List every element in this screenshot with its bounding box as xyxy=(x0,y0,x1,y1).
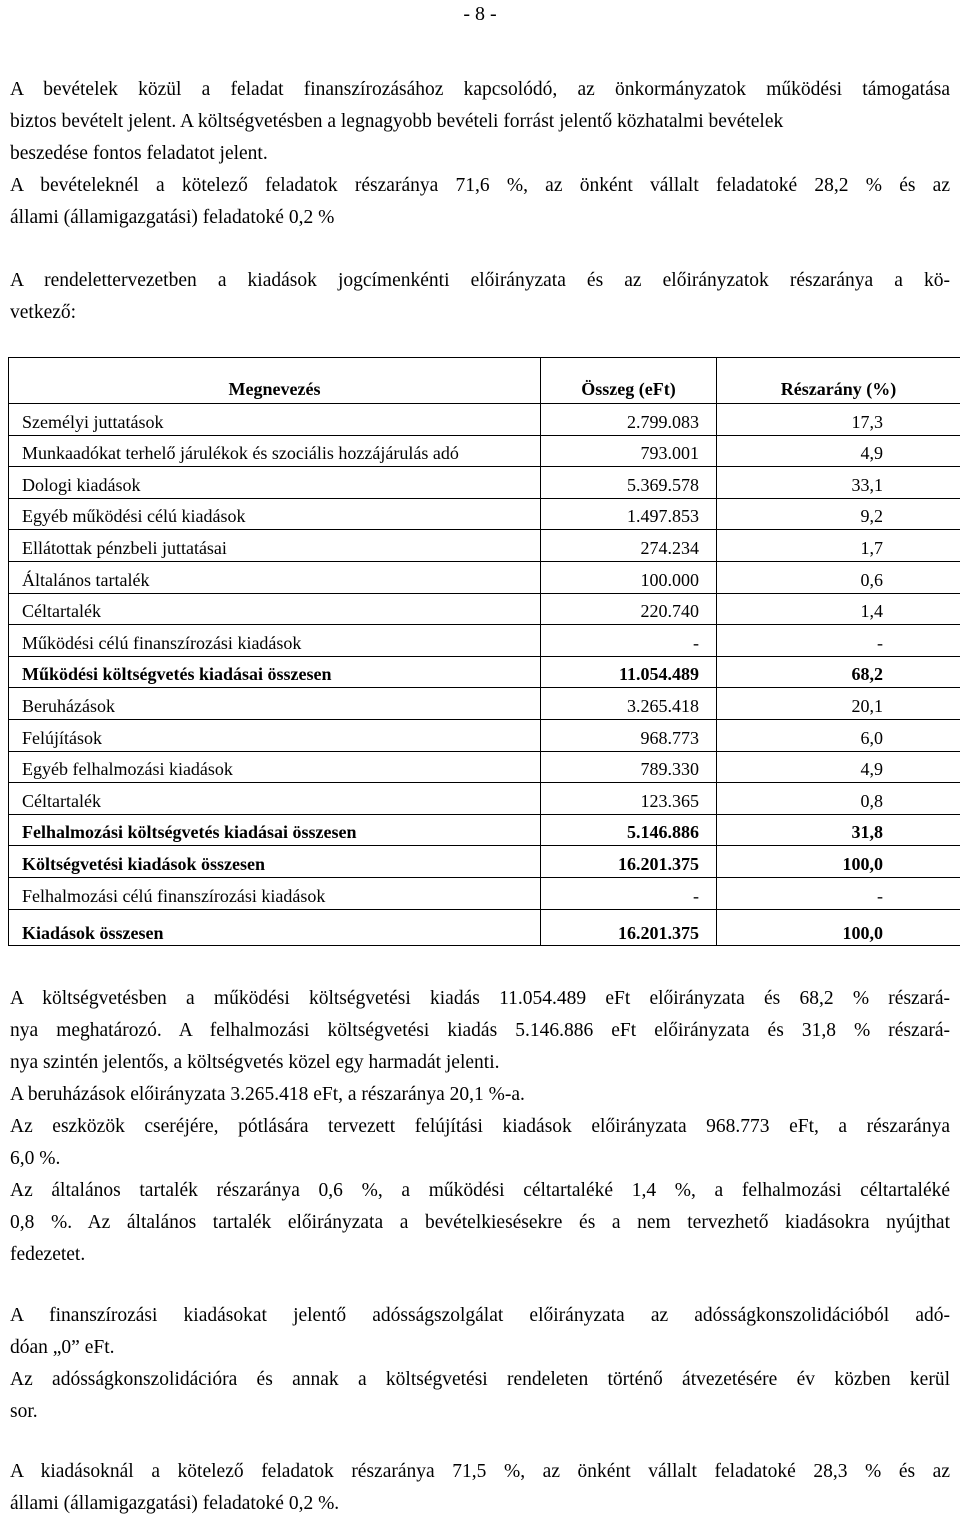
row-name: Személyi juttatások xyxy=(9,404,541,436)
row-share: 9,2 xyxy=(717,498,960,530)
text-line: 0,8 %. Az általános tartalék előirányzata a bevételkiesésekre és a nem tervezhető kiadásokra nyújthat xyxy=(10,1207,950,1239)
row-amount: 789.330 xyxy=(541,751,717,783)
row-share: 0,8 xyxy=(717,783,960,815)
text-line: nya szintén jelentős, a költségvetés közel egy harmadát jelenti. xyxy=(10,1047,950,1079)
row-name: Céltartalék xyxy=(9,593,541,625)
row-share: 31,8 xyxy=(717,814,960,846)
row-name: Beruházások xyxy=(9,688,541,720)
table-row xyxy=(9,751,960,783)
analysis-paragraph xyxy=(10,983,950,1271)
text-line: állami (államigazgatási) feladatoké 0,2 % xyxy=(10,202,950,234)
debt-paragraph xyxy=(10,1300,950,1428)
text-line: dóan „0” eFt. xyxy=(10,1332,950,1364)
header-amount: Összeg (eFt) xyxy=(541,358,717,404)
page-number: - 8 - xyxy=(0,2,960,26)
row-share: 68,2 xyxy=(717,656,960,688)
row-share: 4,9 xyxy=(717,751,960,783)
table-row xyxy=(9,498,960,530)
text-line: A kiadásoknál a kötelező feladatok részaránya 71,5 %, az önként vállalt feladatoké 28,3 % és az xyxy=(10,1456,950,1488)
text-line: 6,0 %. xyxy=(10,1143,950,1175)
row-share: 17,3 xyxy=(717,404,960,436)
row-name: Felhalmozási költségvetés kiadásai összesen xyxy=(9,814,541,846)
text-line: A bevételek közül a feladat finanszírozásához kapcsolódó, az önkormányzatok működési támogatása xyxy=(10,74,950,106)
table-row xyxy=(9,814,960,846)
table-body xyxy=(9,404,960,946)
expenditure-table xyxy=(8,357,960,946)
table-row xyxy=(9,783,960,815)
row-name: Dologi kiadások xyxy=(9,467,541,499)
row-name: Felújítások xyxy=(9,719,541,751)
row-share: - xyxy=(717,625,960,657)
text-line: állami (államigazgatási) feladatoké 0,2 %. xyxy=(10,1488,950,1520)
row-share: 1,7 xyxy=(717,530,960,562)
header-name: Megnevezés xyxy=(9,358,541,404)
table-row xyxy=(9,435,960,467)
row-amount: 11.054.489 xyxy=(541,656,717,688)
row-share: 0,6 xyxy=(717,561,960,593)
row-name: Kiadások összesen xyxy=(9,909,541,945)
row-amount: 968.773 xyxy=(541,719,717,751)
row-name: Egyéb működési célú kiadások xyxy=(9,498,541,530)
row-share: 1,4 xyxy=(717,593,960,625)
text-line: nya meghatározó. A felhalmozási költségvetési kiadás 5.146.886 eFt előirányzata és 31,8 % részará- xyxy=(10,1015,950,1047)
row-amount: 3.265.418 xyxy=(541,688,717,720)
table-header-row xyxy=(9,358,960,404)
text-line: A költségvetésben a működési költségvetési kiadás 11.054.489 eFt előirányzata és 68,2 % részará- xyxy=(10,983,950,1015)
table-row xyxy=(9,467,960,499)
row-name: Egyéb felhalmozási kiadások xyxy=(9,751,541,783)
table-row xyxy=(9,593,960,625)
row-amount: - xyxy=(541,877,717,909)
text-line: vetkező: xyxy=(10,297,950,329)
table-row xyxy=(9,688,960,720)
table-row xyxy=(9,719,960,751)
table-row xyxy=(9,846,960,878)
row-name: Költségvetési kiadások összesen xyxy=(9,846,541,878)
text-line: biztos bevételt jelent. A költségvetésben a legnagyobb bevételi forrást jelentő közhatalmi bevételek xyxy=(10,106,950,138)
table-row xyxy=(9,909,960,945)
row-name: Ellátottak pénzbeli juttatásai xyxy=(9,530,541,562)
row-share: 4,9 xyxy=(717,435,960,467)
row-amount: 5.146.886 xyxy=(541,814,717,846)
text-line: Az általános tartalék részaránya 0,6 %, a működési céltartaléké 1,4 %, a felhalmozási céltartaléké xyxy=(10,1175,950,1207)
row-share: 100,0 xyxy=(717,846,960,878)
table-intro-paragraph xyxy=(10,265,950,329)
text-line: A finanszírozási kiadásokat jelentő adósságszolgálat előirányzata az adósságkonszolidációból adó- xyxy=(10,1300,950,1332)
text-line: Az eszközök cseréjére, pótlására tervezett felújítási kiadások előirányzata 968.773 eFt, a részaránya xyxy=(10,1111,950,1143)
row-share: 100,0 xyxy=(717,909,960,945)
text-line: beszedése fontos feladatot jelent. xyxy=(10,138,950,170)
row-share: 33,1 xyxy=(717,467,960,499)
row-amount: 100.000 xyxy=(541,561,717,593)
table-row xyxy=(9,404,960,436)
row-share: 20,1 xyxy=(717,688,960,720)
row-name: Általános tartalék xyxy=(9,561,541,593)
row-amount: 16.201.375 xyxy=(541,909,717,945)
text-line: A rendelettervezetben a kiadások jogcímenkénti előirányzata és az előirányzatok részaránya a kö- xyxy=(10,265,950,297)
row-share: - xyxy=(717,877,960,909)
row-name: Céltartalék xyxy=(9,783,541,815)
header-share: Részarány (%) xyxy=(717,358,960,404)
row-amount: 2.799.083 xyxy=(541,404,717,436)
table-row xyxy=(9,656,960,688)
row-amount: 5.369.578 xyxy=(541,467,717,499)
table-row xyxy=(9,625,960,657)
table-row xyxy=(9,530,960,562)
row-amount: 1.497.853 xyxy=(541,498,717,530)
row-amount: 274.234 xyxy=(541,530,717,562)
row-amount: 220.740 xyxy=(541,593,717,625)
row-name: Munkaadókat terhelő járulékok és szociális hozzájárulás adó xyxy=(9,435,541,467)
text-line: sor. xyxy=(10,1396,950,1428)
row-share: 6,0 xyxy=(717,719,960,751)
text-line: fedezetet. xyxy=(10,1239,950,1271)
intro-paragraph xyxy=(10,74,950,234)
row-name: Felhalmozási célú finanszírozási kiadások xyxy=(9,877,541,909)
table-row xyxy=(9,561,960,593)
row-amount: 123.365 xyxy=(541,783,717,815)
row-name: Működési célú finanszírozási kiadások xyxy=(9,625,541,657)
text-line: A bevételeknél a kötelező feladatok részaránya 71,6 %, az önként vállalt feladatoké 28,2 % és az xyxy=(10,170,950,202)
row-amount: - xyxy=(541,625,717,657)
closing-paragraph xyxy=(10,1456,950,1520)
table-row xyxy=(9,877,960,909)
row-amount: 16.201.375 xyxy=(541,846,717,878)
row-amount: 793.001 xyxy=(541,435,717,467)
text-line: Az adósságkonszolidációra és annak a költségvetési rendeleten történő átvezetésére év közben kerül xyxy=(10,1364,950,1396)
text-line: A beruházások előirányzata 3.265.418 eFt, a részaránya 20,1 %-a. xyxy=(10,1079,950,1111)
row-name: Működési költségvetés kiadásai összesen xyxy=(9,656,541,688)
